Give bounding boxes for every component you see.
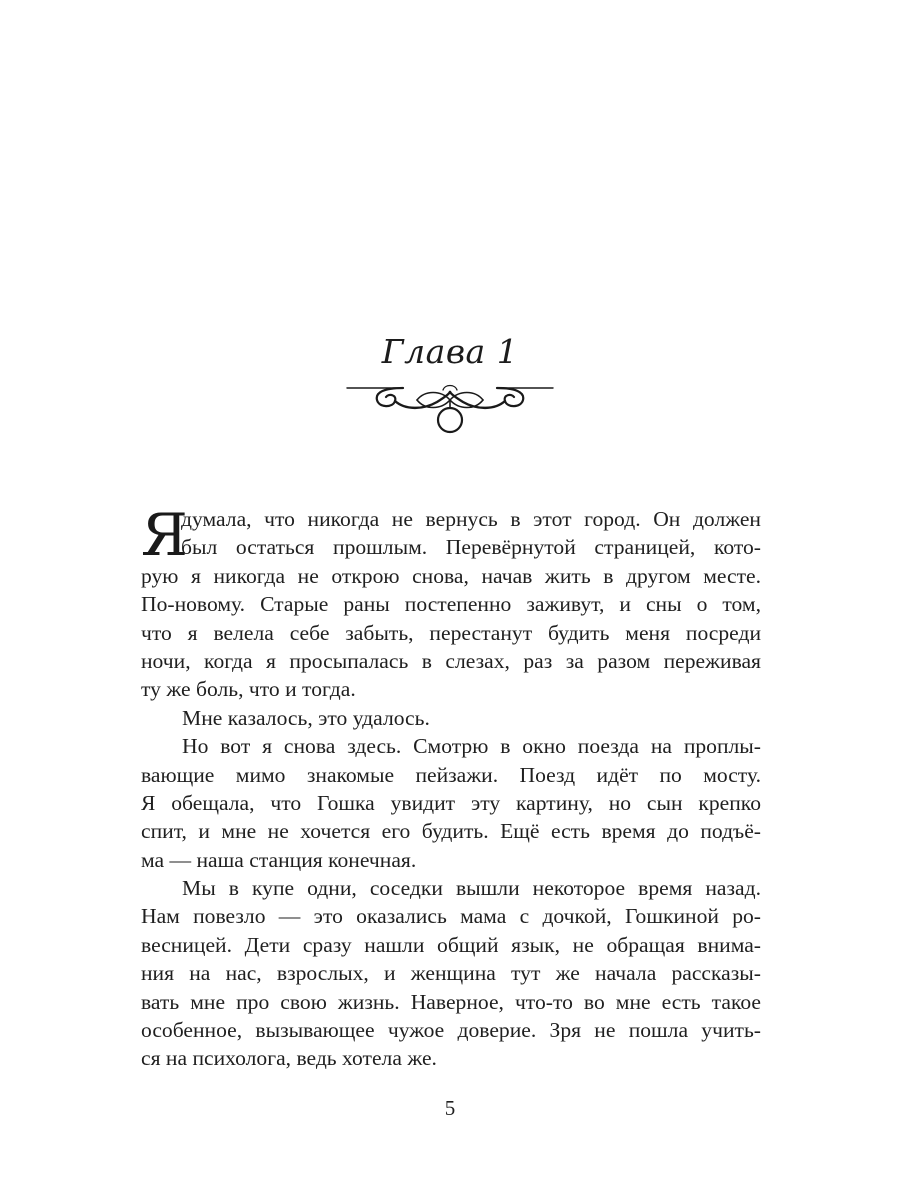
text-line: ния на нас, взрослых, и женщина тут же начала рассказы- bbox=[141, 961, 761, 986]
text-line: Мы в купе одни, соседки вышли некоторое время назад. bbox=[182, 876, 761, 901]
text-line: Я обещала, что Гошка увидит эту картину, но сын крепко bbox=[141, 790, 761, 815]
text-line: ночи, когда я просыпалась в слезах, раз за разом переживая bbox=[141, 648, 761, 673]
text-line: особенное, вызывающее чужое доверие. Зря не пошла учить- bbox=[141, 1018, 761, 1043]
paragraph-2 bbox=[141, 704, 761, 732]
chapter-title: Глава 1 bbox=[381, 332, 519, 371]
text-line: спит, и мне не хочется его будить. Ещё есть время до подъё- bbox=[141, 819, 761, 844]
text-line: весницей. Дети сразу нашли общий язык, не обращая внима- bbox=[141, 932, 761, 957]
paragraph-1 bbox=[141, 501, 761, 704]
text-line: ма — наша станция конечная. bbox=[141, 847, 417, 872]
text-line: что я велела себе забыть, перестанут будить меня посреди bbox=[141, 620, 761, 645]
paragraph-4 bbox=[141, 874, 761, 1073]
text-line: думала, что никогда не вернусь в этот город. Он должен bbox=[181, 507, 761, 531]
text-line: рую я никогда не открою снова, начав жить в другом месте. bbox=[141, 563, 761, 588]
text-line: вать мне про свою жизнь. Наверное, что-то во мне есть такое bbox=[141, 989, 761, 1014]
text-line: был остаться прошлым. Перевёрнутой страницей, кото- bbox=[181, 535, 761, 560]
paragraph-3 bbox=[141, 732, 761, 874]
text-line: Мне казалось, это удалось. bbox=[182, 705, 430, 730]
text-line: По-новому. Старые раны постепенно заживут, и сны о том, bbox=[141, 592, 761, 617]
text-line: ту же боль, что и тогда. bbox=[141, 677, 356, 702]
decorative-flourish-icon bbox=[345, 376, 555, 438]
text-line: Но вот я снова здесь. Смотрю в окно поезда на проплы- bbox=[182, 734, 761, 759]
text-line: ся на психолога, ведь хотела же. bbox=[141, 1046, 437, 1071]
text-line: Нам повезло — это оказались мама с дочкой, Гошкиной ро- bbox=[141, 904, 761, 929]
page-number: 5 bbox=[444, 1096, 456, 1120]
drop-cap: Я bbox=[141, 501, 188, 569]
text-line: вающие мимо знакомые пейзажи. Поезд идёт по мосту. bbox=[141, 762, 761, 787]
chapter-body bbox=[141, 501, 761, 1073]
